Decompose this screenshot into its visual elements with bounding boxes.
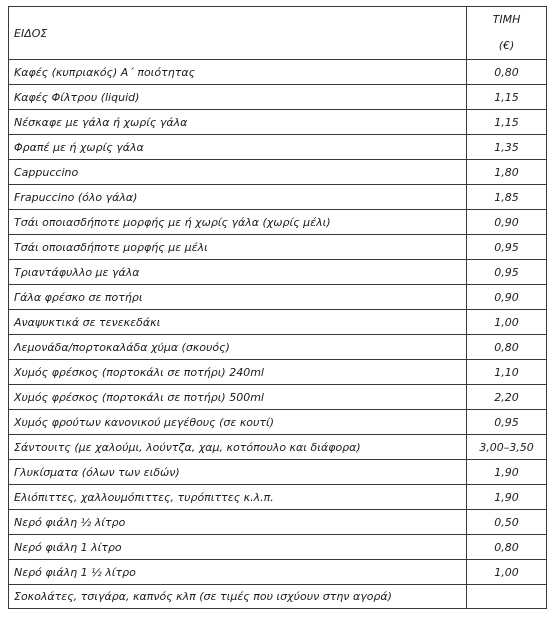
item-cell: Σοκολάτες, τσιγάρα, καπνός κλπ (σε τιμές που ισχύουν στην αγορά) (9, 585, 467, 609)
price-cell: 0,95 (467, 260, 547, 285)
price-column-label: ΤΙΜΗ (492, 13, 521, 26)
price-cell: 0,95 (467, 410, 547, 435)
item-cell: Νέσκαφε με γάλα ή χωρίς γάλα (9, 110, 467, 135)
item-cell: Frapuccino (όλο γάλα) (9, 185, 467, 210)
table-row (9, 310, 547, 335)
table-row (9, 185, 547, 210)
table-row (9, 410, 547, 435)
item-cell: Καφές Φίλτρου (liquid) (9, 85, 467, 110)
item-cell: Ελιόπιττες, χαλλουμόπιττες, τυρόπιττες κ.λ.π. (9, 485, 467, 510)
item-cell: Χυμός φρέσκος (πορτοκάλι σε ποτήρι) 240ml (9, 360, 467, 385)
item-cell: Αναψυκτικά σε τενεκεδάκι (9, 310, 467, 335)
price-cell: 1,15 (467, 85, 547, 110)
price-cell: 1,90 (467, 460, 547, 485)
price-cell: 2,20 (467, 385, 547, 410)
price-cell: 0,90 (467, 285, 547, 310)
item-column-header (9, 7, 467, 60)
item-cell: Γάλα φρέσκο σε ποτήρι (9, 285, 467, 310)
price-cell: 1,80 (467, 160, 547, 185)
table-row (9, 360, 547, 385)
table-row (9, 110, 547, 135)
item-cell: Νερό φιάλη 1 λίτρο (9, 535, 467, 560)
table-row (9, 385, 547, 410)
price-cell: 1,85 (467, 185, 547, 210)
item-cell: Σάντουιτς (με χαλούμι, λούντζα, χαμ, κοτόπουλο και διάφορα) (9, 435, 467, 460)
table-row (9, 335, 547, 360)
item-cell: Τσάι οποιασδήποτε μορφής με ή χωρίς γάλα (χωρίς μέλι) (9, 210, 467, 235)
table-header-row (9, 7, 547, 60)
table-row (9, 435, 547, 460)
table-row (9, 535, 547, 560)
item-cell: Cappuccino (9, 160, 467, 185)
item-cell: Χυμός φρέσκος (πορτοκάλι σε ποτήρι) 500ml (9, 385, 467, 410)
item-cell: Νερό φιάλη ½ λίτρο (9, 510, 467, 535)
price-cell: 0,80 (467, 60, 547, 85)
price-cell: 0,50 (467, 510, 547, 535)
item-cell: Γλυκίσματα (όλων των ειδών) (9, 460, 467, 485)
table-row (9, 160, 547, 185)
price-cell (467, 585, 547, 609)
table-row (9, 285, 547, 310)
price-cell: 1,00 (467, 310, 547, 335)
price-table (8, 6, 547, 609)
price-cell: 1,15 (467, 110, 547, 135)
table-row (9, 60, 547, 85)
table-row (9, 485, 547, 510)
currency-label: (€) (498, 39, 515, 52)
price-cell: 0,95 (467, 235, 547, 260)
price-cell: 0,80 (467, 535, 547, 560)
price-list-document (8, 6, 547, 609)
price-cell: 0,90 (467, 210, 547, 235)
item-column-label: ΕΙΔΟΣ (14, 26, 48, 40)
price-column-header (467, 7, 547, 60)
price-table-body (9, 60, 547, 609)
item-cell: Τριαντάφυλλο με γάλα (9, 260, 467, 285)
table-row (9, 235, 547, 260)
item-cell: Λεμονάδα/πορτοκαλάδα χύμα (σκουός) (9, 335, 467, 360)
price-cell: 1,35 (467, 135, 547, 160)
table-row (9, 460, 547, 485)
price-cell: 1,00 (467, 560, 547, 585)
price-cell: 1,90 (467, 485, 547, 510)
item-cell: Νερό φιάλη 1 ½ λίτρο (9, 560, 467, 585)
item-cell: Χυμός φρούτων κανονικού μεγέθους (σε κουτί) (9, 410, 467, 435)
table-row (9, 135, 547, 160)
table-row (9, 585, 547, 609)
price-cell: 1,10 (467, 360, 547, 385)
table-row (9, 510, 547, 535)
price-cell: 0,80 (467, 335, 547, 360)
table-row (9, 560, 547, 585)
item-cell: Καφές (κυπριακός) Α΄ ποιότητας (9, 60, 467, 85)
table-row (9, 210, 547, 235)
table-row (9, 260, 547, 285)
price-cell: 3,00–3,50 (467, 435, 547, 460)
table-row (9, 85, 547, 110)
item-cell: Φραπέ με ή χωρίς γάλα (9, 135, 467, 160)
item-cell: Τσάι οποιασδήποτε μορφής με μέλι (9, 235, 467, 260)
